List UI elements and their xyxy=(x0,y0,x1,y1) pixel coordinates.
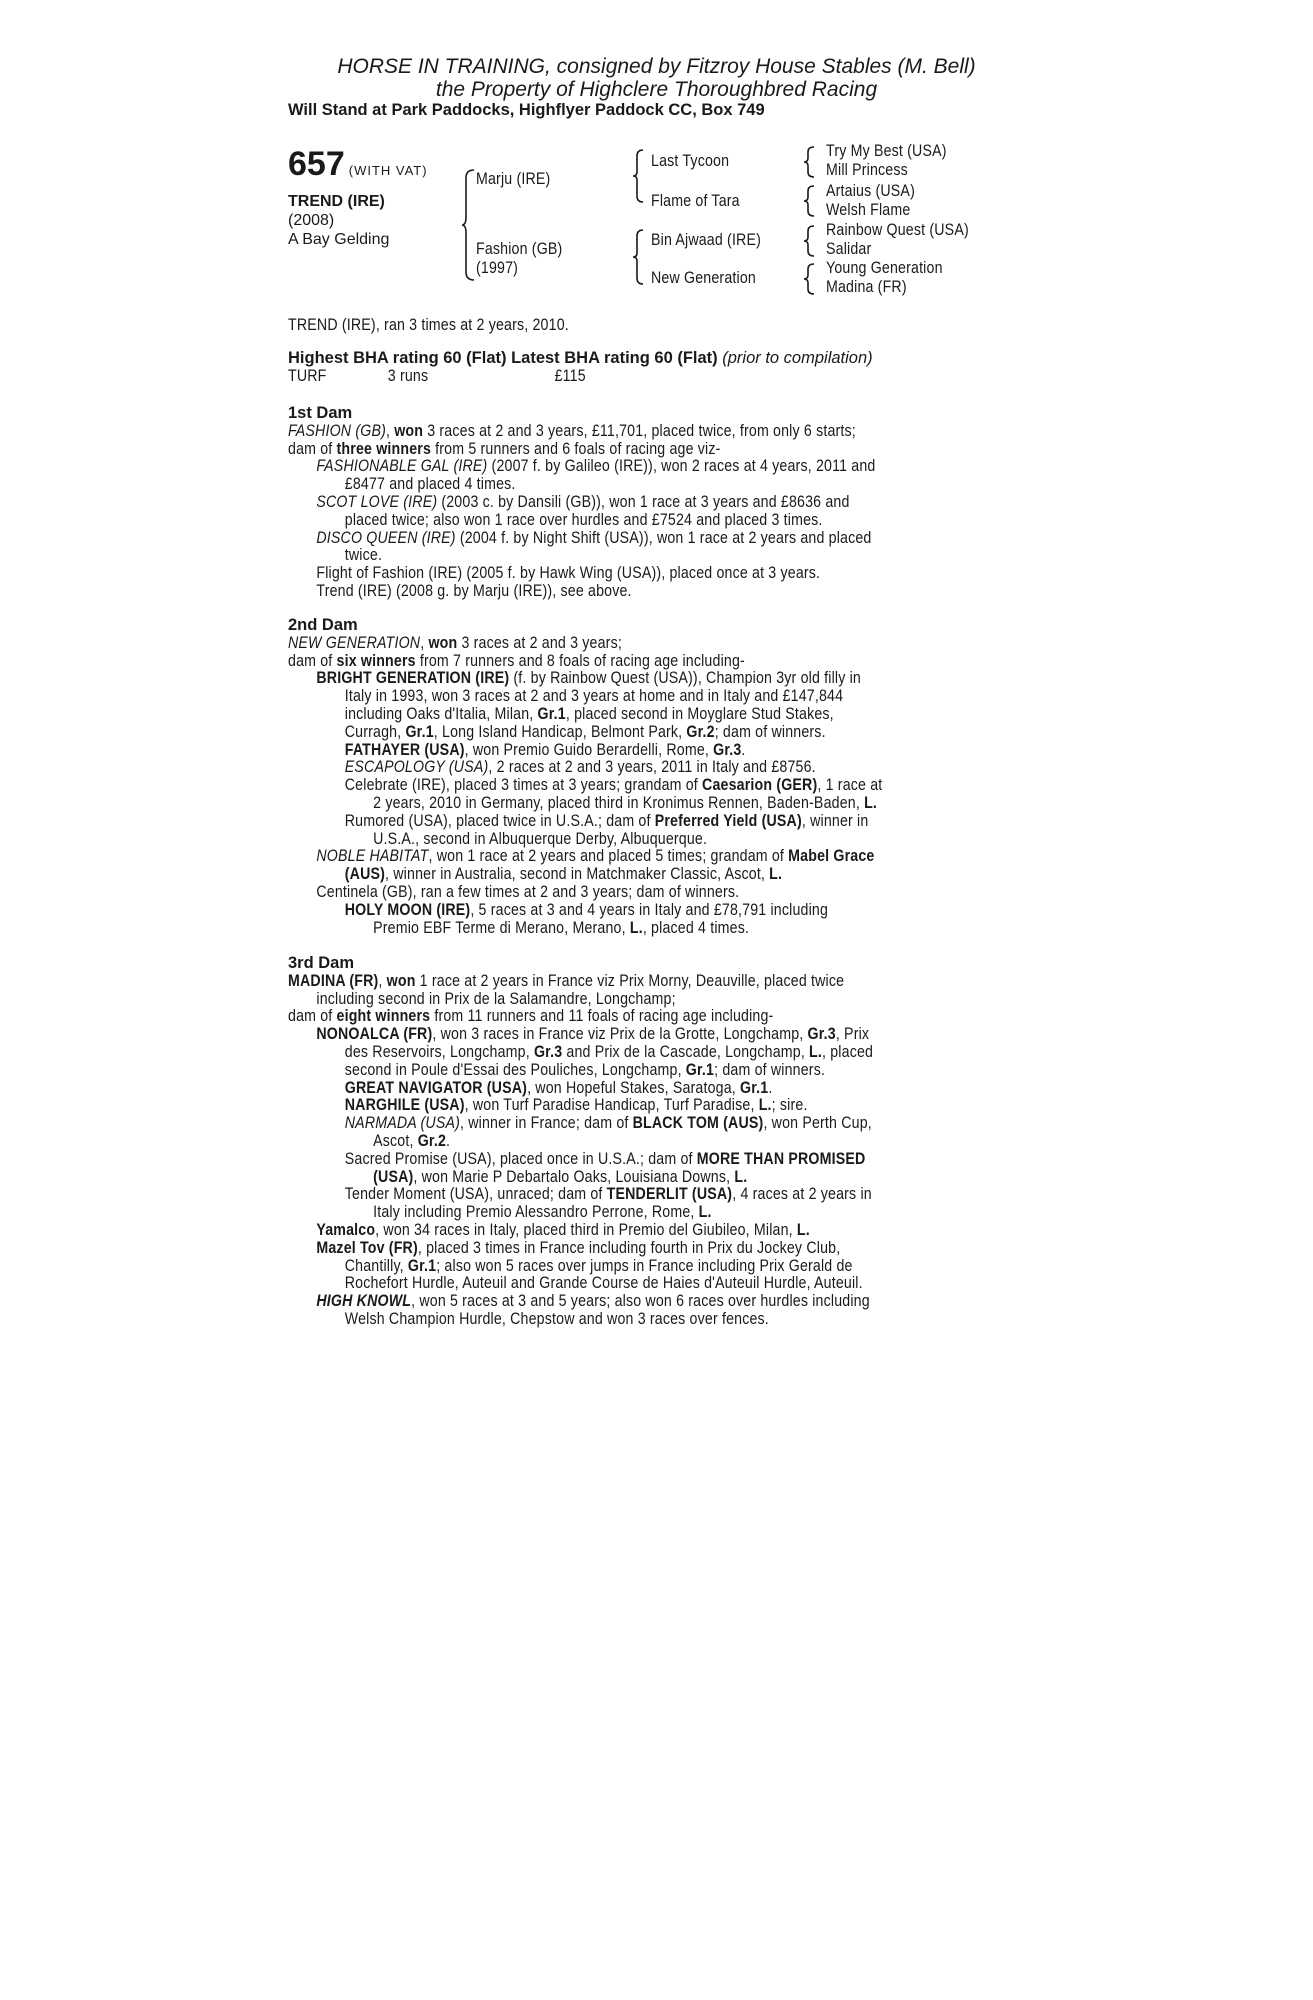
third-dam-produce-line: dam of eight winners from 11 runners and 11 foals of racing age including- xyxy=(288,1007,774,1026)
pedigree-g3: Artaius (USA) xyxy=(826,182,915,200)
produce-celebrate: Celebrate (IRE), placed 3 times at 3 years; grandam of Caesarion (GER), 1 race at xyxy=(344,776,883,795)
mazel-tov-cont-1: Chantilly, Gr.1; also won 5 races over jumps in France including Prix Gerald de xyxy=(344,1256,853,1275)
pedigree-sire-sire: Last Tycoon xyxy=(651,152,730,170)
rating-surface: TURF xyxy=(288,366,327,385)
produce-great-navigator: GREAT NAVIGATOR (USA), won Hopeful Stakes, Saratoga, Gr.1. xyxy=(344,1078,773,1097)
first-dam-line: FASHION (GB), won 3 races at 2 and 3 years, £11,701, placed twice, from only 6 starts; xyxy=(288,421,856,440)
first-dam-heading: 1st Dam xyxy=(288,404,353,422)
bright-generation-cont-3: Curragh, Gr.1, Long Island Handicap, Belmont Park, Gr.2; dam of winners. xyxy=(344,722,826,741)
produce-scot-love: SCOT LOVE (IRE) (2003 c. by Dansili (GB)), won 1 race at 3 years and £8636 and xyxy=(316,492,850,511)
produce-noble-habitat-cont: (AUS), winner in Australia, second in Matchmaker Classic, Ascot, L. xyxy=(344,865,783,884)
consignor-line: HORSE IN TRAINING, consigned by Fitzroy House Stables (M. Bell) xyxy=(337,55,976,78)
second-dam-section xyxy=(288,617,1288,937)
rating-text: Highest BHA rating 60 (Flat) Latest BHA rating 60 (Flat) xyxy=(288,349,718,367)
pedigree-dam-sire: Bin Ajwaad (IRE) xyxy=(651,231,762,249)
nonoalca-cont-2: second in Poule d'Essai des Pouliches, Longchamp, Gr.1; dam of winners. xyxy=(344,1060,826,1079)
second-dam-produce-line: dam of six winners from 7 runners and 8 foals of racing age including- xyxy=(288,651,745,670)
produce-rumored: Rumored (USA), placed twice in U.S.A.; dam of Preferred Yield (USA), winner in xyxy=(344,811,869,830)
pedigree-bracket-g3 xyxy=(804,224,816,258)
pedigree-g7: Young Generation xyxy=(826,259,943,277)
mazel-tov-cont-2: Rochefort Hurdle, Auteuil and Grande Course de Haies d'Auteuil Hurdle, Auteuil. xyxy=(344,1274,863,1293)
produce-flight-of-fashion: Flight of Fashion (IRE) (2005 f. by Hawk Wing (USA)), placed once at 3 years. xyxy=(316,564,821,583)
owner-line: the Property of Highclere Thoroughbred Racing xyxy=(435,78,878,101)
produce-holy-moon-cont: Premio EBF Terme di Merano, Merano, L., placed 4 times. xyxy=(373,918,750,937)
rating-block xyxy=(288,350,1288,386)
pedigree-g1: Try My Best (USA) xyxy=(826,142,947,160)
pedigree-dam-year: (1997) xyxy=(476,259,519,277)
produce-narmada-cont: Ascot, Gr.2. xyxy=(373,1131,451,1150)
produce-holy-moon: HOLY MOON (IRE), 5 races at 3 and 4 years in Italy and £78,791 including xyxy=(344,900,829,919)
pedigree-g6: Salidar xyxy=(826,240,872,258)
produce-tender-moment-cont: Italy including Premio Alessandro Perrone, Rome, L. xyxy=(373,1203,712,1222)
race-summary: TREND (IRE), ran 3 times at 2 years, 2010. xyxy=(288,316,569,334)
bright-generation-cont-1: Italy in 1993, won 3 races at 2 and 3 years at home and in Italy and £147,844 xyxy=(344,687,844,706)
horse-info xyxy=(288,192,389,249)
pedigree-dam-dam: New Generation xyxy=(651,269,756,287)
rating-note: (prior to compilation) xyxy=(722,349,873,367)
produce-yamalco: Yamalco, won 34 races in Italy, placed third in Premio del Giubileo, Milan, L. xyxy=(316,1220,810,1239)
pedigree-bracket-sire xyxy=(633,148,645,204)
third-dam-line-cont: including second in Prix de la Salamandre, Longchamp; xyxy=(316,989,676,1008)
pedigree-bracket-g4 xyxy=(804,262,816,296)
lot-number xyxy=(288,145,428,184)
vat-note: (WITH VAT) xyxy=(348,163,428,178)
pedigree-g4: Welsh Flame xyxy=(826,201,911,219)
horse-description: A Bay Gelding xyxy=(288,231,390,248)
third-dam-heading: 3rd Dam xyxy=(288,954,355,972)
bright-generation-cont-2: including Oaks d'Italia, Milan, Gr.1, placed second in Moyglare Stud Stakes, xyxy=(344,704,834,723)
second-dam-heading: 2nd Dam xyxy=(288,616,358,634)
third-dam-section xyxy=(288,955,1288,1329)
produce-nonoalca: NONOALCA (FR), won 3 races in France viz Prix de la Grotte, Longchamp, Gr.3, Prix xyxy=(316,1025,870,1044)
high-knowl-cont: Welsh Champion Hurdle, Chepstow and won 3 races over fences. xyxy=(344,1309,769,1328)
produce-rumored-cont: U.S.A., second in Albuquerque Derby, Albuquerque. xyxy=(373,829,708,848)
pedigree-sire-dam: Flame of Tara xyxy=(651,192,740,210)
produce-disco-queen: DISCO QUEEN (IRE) (2004 f. by Night Shift (USA)), won 1 race at 2 years and placed xyxy=(316,528,872,547)
rating-earnings: £115 xyxy=(554,366,586,385)
pedigree-bracket-main xyxy=(462,168,476,282)
pedigree-g5: Rainbow Quest (USA) xyxy=(826,221,969,239)
produce-high-knowl: HIGH KNOWL, won 5 races at 3 and 5 years; also won 6 races over hurdles including xyxy=(316,1292,870,1311)
pedigree-bracket-g1 xyxy=(804,145,816,179)
produce-disco-queen-cont: twice. xyxy=(344,546,383,565)
produce-tender-moment: Tender Moment (USA), unraced; dam of TENDERLIT (USA), 4 races at 2 years in xyxy=(344,1185,872,1204)
horse-year: (2008) xyxy=(288,212,335,229)
produce-celebrate-cont: 2 years, 2010 in Germany, placed third in Kronimus Rennen, Baden-Baden, L. xyxy=(373,793,878,812)
pedigree-bracket-dam xyxy=(633,228,645,286)
produce-sacred-promise-cont: (USA), won Marie P Debartalo Oaks, Louisiana Downs, L. xyxy=(373,1167,748,1186)
produce-fashionable-gal: FASHIONABLE GAL (IRE) (2007 f. by Galileo (IRE)), won 2 races at 4 years, 2011 and xyxy=(316,457,876,476)
produce-sacred-promise: Sacred Promise (USA), placed once in U.S.A.; dam of MORE THAN PROMISED xyxy=(344,1149,866,1168)
horse-name: TREND (IRE) xyxy=(288,193,385,210)
stand-line: Will Stand at Park Paddocks, Highflyer Paddock CC, Box 749 xyxy=(288,101,765,119)
produce-fathayer: FATHAYER (USA), won Premio Guido Berardelli, Rome, Gr.3. xyxy=(344,740,746,759)
lot-number-value: 657 xyxy=(288,145,345,183)
pedigree-sire: Marju (IRE) xyxy=(476,170,551,188)
produce-fashionable-gal-cont: £8477 and placed 4 times. xyxy=(344,475,516,494)
rating-runs: 3 runs xyxy=(387,366,429,385)
nonoalca-cont-1: des Reservoirs, Longchamp, Gr.3 and Prix de la Cascade, Longchamp, L., placed xyxy=(344,1042,874,1061)
produce-centinela: Centinela (GB), ran a few times at 2 and 3 years; dam of winners. xyxy=(316,882,740,901)
third-dam-line: MADINA (FR), won 1 race at 2 years in France viz Prix Morny, Deauville, placed twice xyxy=(288,971,845,990)
pedigree-dam: Fashion (GB) xyxy=(476,240,563,258)
pedigree-bracket-g2 xyxy=(804,184,816,218)
pedigree-g2: Mill Princess xyxy=(826,161,908,179)
second-dam-line: NEW GENERATION, won 3 races at 2 and 3 years; xyxy=(288,633,622,652)
first-dam-section xyxy=(288,405,1288,601)
produce-trend: Trend (IRE) (2008 g. by Marju (IRE)), see above. xyxy=(316,581,632,600)
produce-narmada: NARMADA (USA), winner in France; dam of BLACK TOM (AUS), won Perth Cup, xyxy=(344,1114,872,1133)
produce-bright-generation: BRIGHT GENERATION (IRE) (f. by Rainbow Quest (USA)), Champion 3yr old filly in xyxy=(316,669,862,688)
produce-scot-love-cont: placed twice; also won 1 race over hurdles and £7524 and placed 3 times. xyxy=(344,510,823,529)
produce-narghile: NARGHILE (USA), won Turf Paradise Handicap, Turf Paradise, L.; sire. xyxy=(344,1096,808,1115)
pedigree-g8: Madina (FR) xyxy=(826,278,907,296)
first-dam-produce-line: dam of three winners from 5 runners and 6 foals of racing age viz- xyxy=(288,439,721,458)
produce-mazel-tov: Mazel Tov (FR), placed 3 times in France including fourth in Prix du Jockey Club, xyxy=(316,1238,841,1257)
produce-noble-habitat: NOBLE HABITAT, won 1 race at 2 years and placed 5 times; grandam of Mabel Grace xyxy=(316,847,875,866)
produce-escapology: ESCAPOLOGY (USA), 2 races at 2 and 3 years, 2011 in Italy and £8756. xyxy=(344,758,816,777)
